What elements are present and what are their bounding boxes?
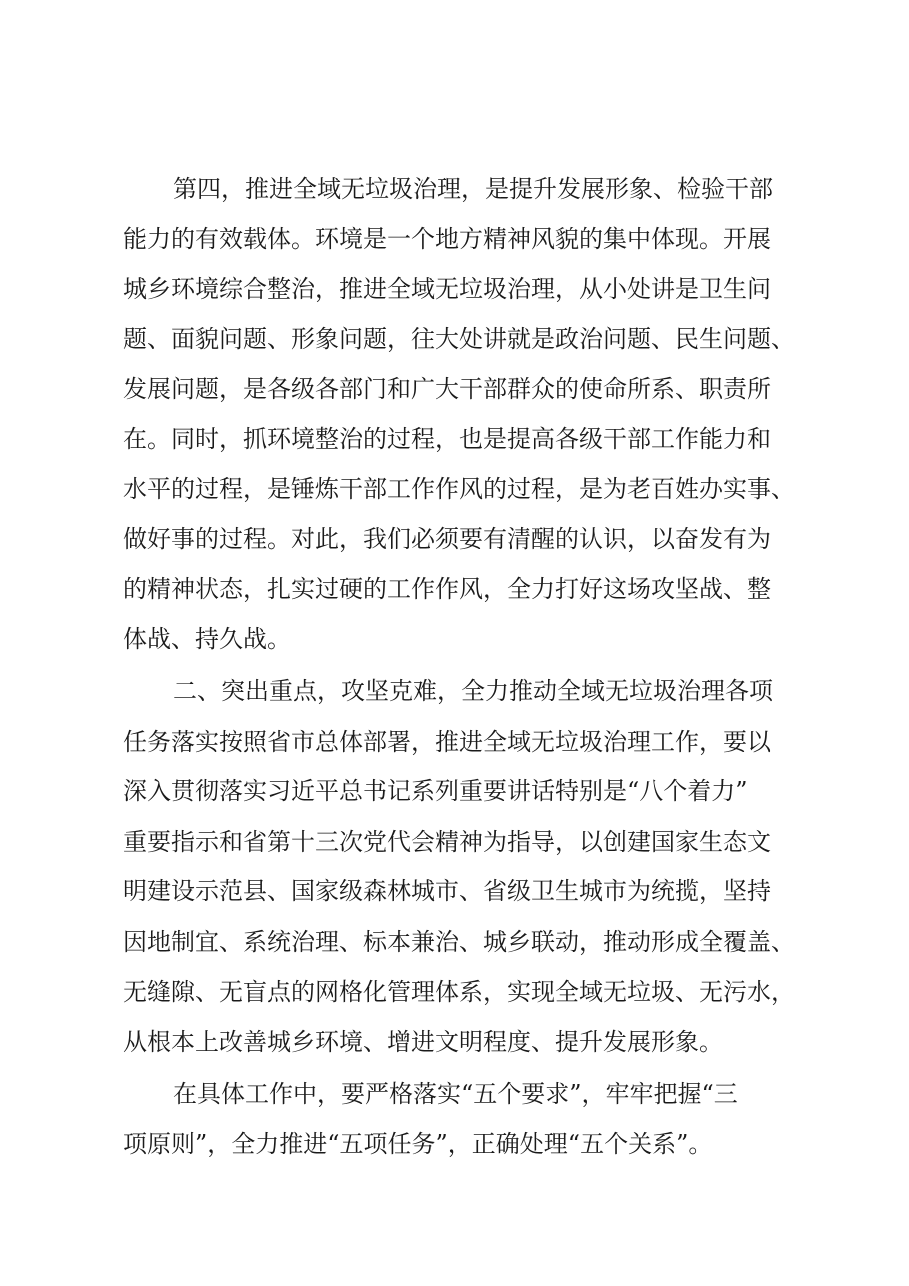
text-line: 任务落实按照省市总体部署，推进全域无垃圾治理工作，要以 (123, 728, 771, 756)
text-line: 二、突出重点，攻坚克难，全力推动全域无垃圾治理各项 (173, 677, 773, 705)
text-line: 发展问题，是各级各部门和广大干部群众的使命所系、职责所 (123, 375, 771, 403)
text-line: 在。同时，抓环境整治的过程，也是提高各级干部工作能力和 (123, 425, 771, 453)
text-line: 明建设示范县、国家级森林城市、省级卫生城市为统揽，坚持 (123, 877, 771, 905)
text-line: 重要指示和省第十三次党代会精神为指导，以创建国家生态文 (123, 828, 771, 856)
text-line: 因地制宜、系统治理、标本兼治、城乡联动，推动形成全覆盖、 (123, 928, 795, 956)
text-line: 体战、持久战。 (123, 625, 291, 653)
text-line: 的精神状态，扎实过硬的工作作风，全力打好这场攻坚战、整 (123, 575, 771, 603)
text-line: 城乡环境综合整治，推进全域无垃圾治理，从小处讲是卫生问 (123, 275, 771, 303)
text-line: 做好事的过程。对此，我们必须要有清醒的认识，以奋发有为 (123, 525, 771, 553)
text-line: 从根本上改善城乡环境、增进文明程度、提升发展形象。 (123, 1028, 723, 1056)
text-line: 水平的过程，是锤炼干部工作作风的过程，是为老百姓办实事、 (123, 475, 795, 503)
text-line: 项原则”，全力推进“五项任务”，正确处理“五个关系”。 (123, 1130, 713, 1158)
text-line: 第四，推进全域无垃圾治理，是提升发展形象、检验干部 (173, 175, 773, 203)
text-line: 深入贯彻落实习近平总书记系列重要讲话特别是“八个着力” (123, 777, 748, 805)
text-line: 无缝隙、无盲点的网格化管理体系，实现全域无垃圾、无污水， (123, 978, 795, 1006)
text-line: 能力的有效载体。环境是一个地方精神风貌的集中体现。开展 (123, 225, 771, 253)
text-line: 题、面貌问题、形象问题，往大处讲就是政治问题、民生问题、 (123, 325, 795, 353)
text-line: 在具体工作中，要严格落实“五个要求”，牢牢把握“三 (173, 1080, 738, 1108)
